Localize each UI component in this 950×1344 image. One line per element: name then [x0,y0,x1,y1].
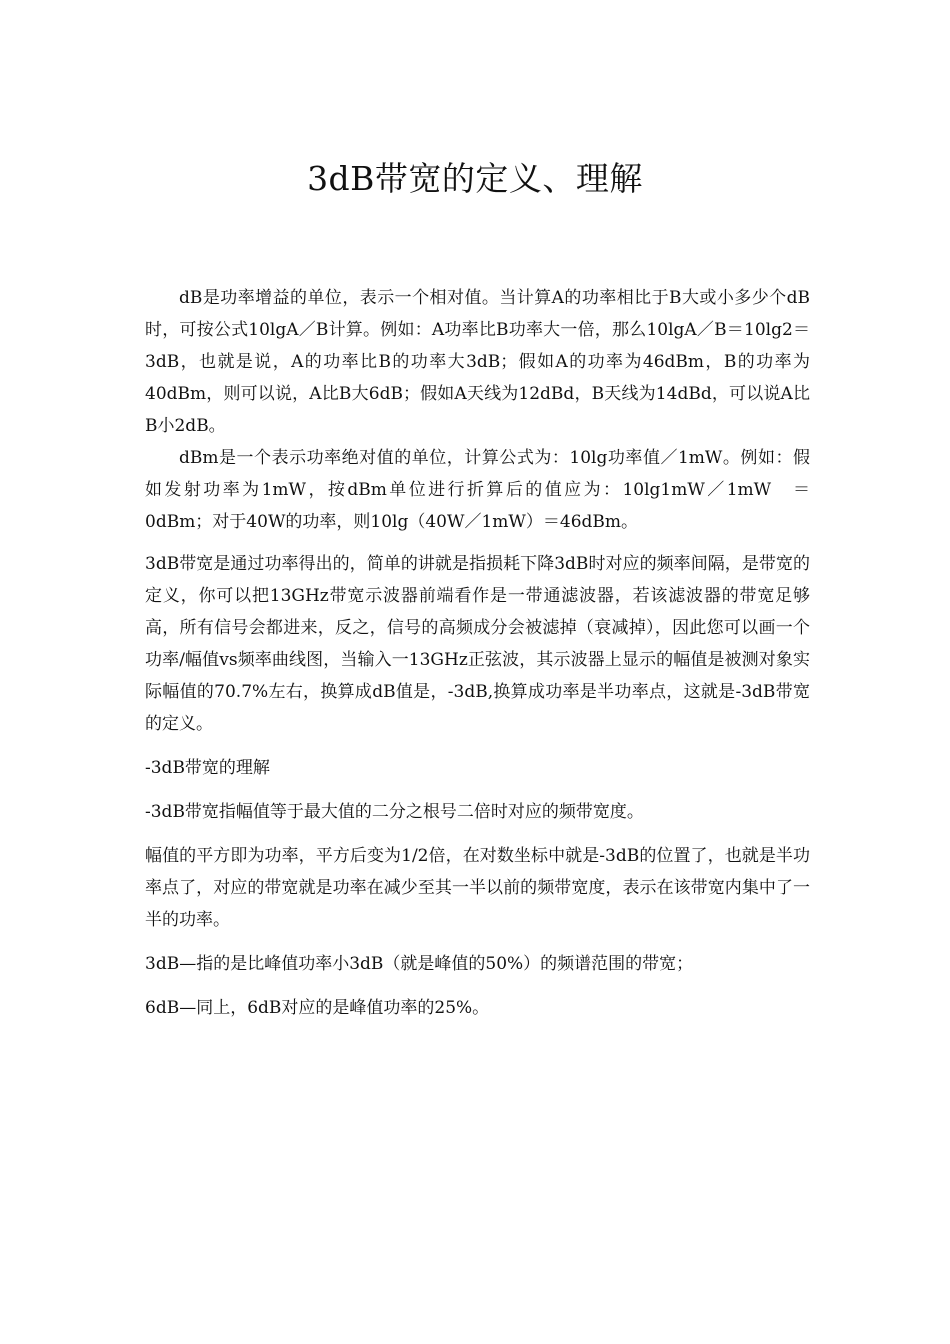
paragraph-db-definition: dB是功率增益的单位，表示一个相对值。当计算A的功率相比于B大或小多少个dB时，可按公式10lgA／B计算。例如：A功率比B功率大一倍，那么10lgA／B＝10lg2＝3dB，也就是说，A的功率比B的功率大3dB；假如A的功率为46dBm，B的功率为40dBm，则可以说，A比B大6dB；假如A天线为12dBd，B天线为14dBd，可以说A比B小2dB。 [145,288,810,436]
paragraph-3db-bandwidth: 3dB带宽是通过功率得出的，简单的讲就是指损耗下降3dB时对应的频率间隔，是带宽的定义，你可以把13GHz带宽示波器前端看作是一带通滤波器，若该滤波器的带宽足够高，所有信号会都进来，反之，信号的高频成分会被滤掉（衰减掉），因此您可以画一个功率/幅值vs频率曲线图，当输入一13GHz正弦波，其示波器上显示的幅值是被测对象实际幅值的70.7%左右，换算成dB值是，-3dB,换算成功率是半功率点，这就是-3dB带宽的定义。 [145,554,810,734]
document-body [145,282,810,1024]
paragraph-3db-peak: 3dB—指的是比峰值功率小3dB（就是峰值的50%）的频谱范围的带宽； [145,954,694,974]
paragraph-dbm-definition: dBm是一个表示功率绝对值的单位，计算公式为：10lg功率值／1mW。例如：假如发射功率为1mW，按dBm单位进行折算后的值应为：10lg1mW／1mW ＝0dBm；对于40W的功率，则10lg（40W／1mW）＝46dBm。 [145,448,810,532]
paragraph-6db-peak: 6dB—同上，6dB对应的是峰值功率的25%。 [145,998,490,1018]
document-title: 3dB带宽的定义、理解 [307,159,643,198]
paragraph-3db-amplitude: -3dB带宽指幅值等于最大值的二分之根号二倍时对应的频带宽度。 [145,802,644,822]
section-heading-3db-understanding: -3dB带宽的理解 [145,758,270,778]
paragraph-half-power: 幅值的平方即为功率，平方后变为1/2倍，在对数坐标中就是-3dB的位置了，也就是半功率点了，对应的带宽就是功率在减少至其一半以前的频带宽度，表示在该带宽内集中了一半的功率。 [145,846,810,930]
